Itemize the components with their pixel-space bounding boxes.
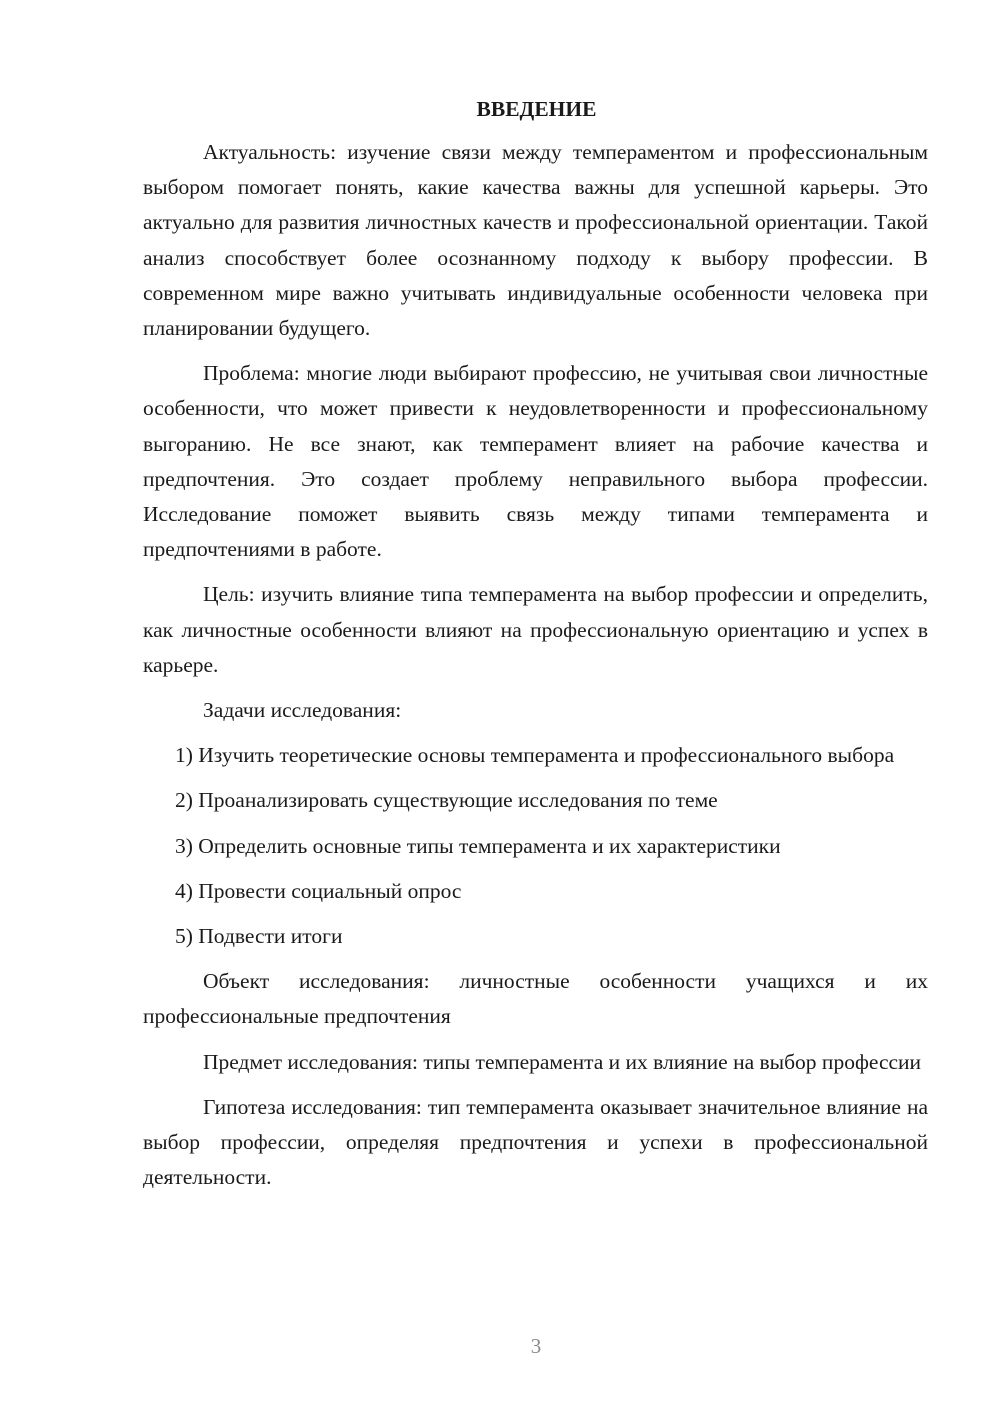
task-item: 2) Проанализировать существующие исследования по теме — [175, 788, 718, 813]
object-paragraph: Объект исследования: личностные особенности учащихся и их профессиональные предпочтения — [143, 969, 928, 1029]
task-item: 5) Подвести итоги — [175, 924, 343, 949]
hypothesis-paragraph: Гипотеза исследования: тип темперамента оказывает значительное влияние на выбор профессии, определяя предпочтения и успехи в профессиональной деятельности. — [143, 1094, 928, 1190]
document-page — [143, 92, 928, 1205]
relevance-paragraph: Актуальность: изучение связи между темпераментом и профессиональным выбором помогает понять, какие качества важны для успешной карьеры. Это актуально для развития личностных качеств и профессиональной ориентации. Такой анализ способствует более осознанному подходу к выбору профессии. В современном мире важно учитывать индивидуальные особенности человека при планировании будущего. — [143, 140, 928, 341]
section-title: ВВЕДЕНИЕ — [476, 97, 597, 121]
tasks-heading: Задачи исследования: — [203, 698, 402, 723]
page-number: 3 — [530, 1334, 542, 1358]
goal-paragraph: Цель: изучить влияние типа темперамента на выбор профессии и определить, как личностные особенности влияют на профессиональную ориентацию и успех в карьере. — [143, 582, 928, 677]
task-item: 1) Изучить теоретические основы темперамента и профессионального выбора — [175, 743, 895, 768]
task-item: 4) Провести социальный опрос — [175, 878, 462, 903]
tasks-list — [143, 738, 928, 954]
problem-paragraph: Проблема: многие люди выбирают профессию, не учитывая свои личностные особенности, что может привести к неудовлетворенности и профессиональному выгоранию. Не все знают, как темперамент влияет на рабочие качества и предпочтения. Это создает проблему неправильного выбора профессии. Исследование поможет выявить связь между типами темперамента и предпочтениями в работе. — [143, 361, 928, 562]
subject-paragraph: Предмет исследования: типы темперамента и их влияние на выбор профессии — [203, 1049, 922, 1074]
task-item: 3) Определить основные типы темперамента и их характеристики — [175, 833, 781, 858]
